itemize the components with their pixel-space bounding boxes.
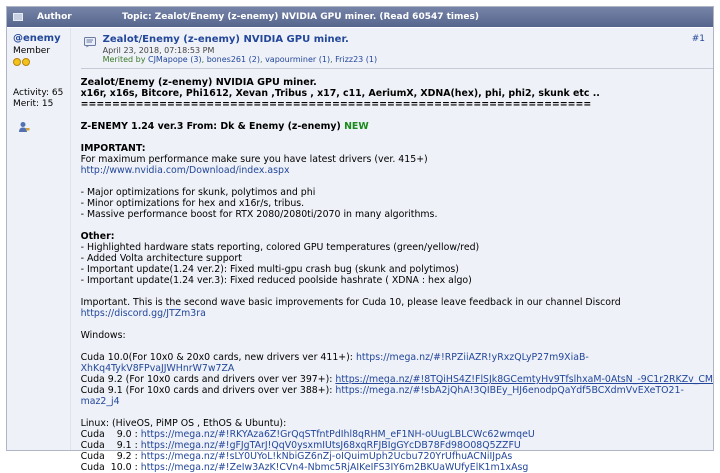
change-item: - Minor optimizations for hex and x16r/s, tribus. (80, 198, 305, 209)
content-heading: Zealot/Enemy (z-enemy) NVIDIA GPU miner. (80, 77, 317, 88)
linux-download-link[interactable]: https://mega.nz/#!sLY0UYoL!kNbiGZ6nZj-oIQuimUph2Ucbu720YrUfhuACNiIJpAs (140, 451, 513, 462)
thread-header (7, 7, 713, 27)
author-activity: Activity: 65 (13, 88, 64, 98)
linux-cuda-label: Cuda 9.0 : (80, 429, 141, 440)
discord-link[interactable]: https://discord.gg/JTZm3ra (80, 308, 206, 319)
author-name[interactable]: @enemy (13, 33, 61, 44)
linux-cuda-label: Cuda 10.0 : (80, 462, 141, 473)
rank-coins (13, 58, 64, 66)
change-item: - Major optimizations for skunk, polytimos and phi (80, 187, 316, 198)
merited-prefix: Merited by (102, 55, 148, 64)
post-date: April 23, 2018, 07:18:53 PM (102, 46, 215, 55)
linux-cuda-label: Cuda 9.1 : (80, 440, 141, 451)
other-title: Other: (80, 231, 115, 242)
merited-by: Merited by CJMapope (3), bones261 (2), vapourminer (1), Frizz23 (1) (102, 55, 378, 64)
linux-line (81, 451, 713, 462)
linux-download-link[interactable]: https://mega.nz/#!gFJgTArJ!QqV0ysxmIUtsJ68xqRFJBIgGYcDB78Fd98O08Q5ZZFU (140, 440, 521, 451)
nvidia-download-link[interactable]: http://www.nvidia.com/Download/index.aspx (80, 165, 290, 176)
profile-icon[interactable] (18, 121, 30, 133)
post-number-link[interactable]: #1 (691, 34, 705, 44)
linux-line (81, 429, 713, 440)
linux-line (81, 462, 713, 473)
author-panel (7, 28, 71, 450)
linux-cuda-label: Cuda 9.2 : (80, 451, 141, 462)
forum-frame (6, 6, 714, 473)
author-label: Author (37, 12, 72, 22)
windows-label: Windows: (80, 330, 126, 341)
merit-user-link[interactable]: Frizz23 (1) (335, 55, 378, 64)
cuda100-line (81, 352, 713, 363)
linux-download-link[interactable]: https://mega.nz/#!RKYAza6Z!GrQqSTfntPdIhl8qRHM_eF1NH-oUugLBLCWc62wmqeU (140, 429, 535, 440)
new-badge: NEW (344, 121, 369, 132)
separator-line: ================================================================= (80, 99, 592, 110)
author-merit: Merit: 15 (13, 99, 54, 109)
other-item: - Important update(1.24 ver.3): Fixed reduced poolside hashrate ( XDNA : hex algo) (80, 275, 472, 286)
topic-header: Topic: Zealot/Enemy (z-enemy) NVIDIA GPU miner. (Read 60547 times) (122, 12, 479, 22)
cuda91-line (81, 385, 713, 396)
important-text: For maximum performance make sure you have latest drivers (ver. 415+) (80, 154, 428, 165)
author-column-header (7, 12, 118, 22)
merit-user-link[interactable]: bones261 (2) (206, 55, 260, 64)
cuda100-label: Cuda 10.0(For 10x0 & 20x0 cards, new drivers ver 411+): (80, 352, 356, 363)
important-title: IMPORTANT: (80, 143, 146, 154)
cuda100-download-link-cont[interactable]: XhKq4TykV8FPvaJJWHnrW7w7ZA (80, 363, 235, 374)
coin-icon (22, 58, 30, 66)
version-line (81, 121, 713, 132)
linux-label: Linux: (HiveOS, PiMP OS , EthOS & Ubuntu): (80, 418, 287, 429)
change-item: - Massive performance boost for RTX 2080/2080ti/2070 in many algorithms. (80, 209, 438, 220)
cuda91-download-link[interactable]: https://mega.nz/#!sbA2jQhA!3QIBEy_HJ6enodpQaYdf5BCXdmVvEXeTO21- (335, 385, 684, 396)
cuda92-label: Cuda 9.2 (For 10x0 cards and drivers over ver 397+): (80, 374, 336, 385)
coin-icon (13, 58, 21, 66)
cuda91-label: Cuda 9.1 (For 10x0 cards and drivers over ver 388+): (80, 385, 336, 396)
other-item: - Highlighted hardware stats reporting, colored GPU temperatures (green/yellow/red) (80, 242, 480, 253)
post-header (81, 28, 713, 69)
post-topic-icon (84, 37, 98, 48)
post-title[interactable]: Zealot/Enemy (z-enemy) NVIDIA GPU miner. (102, 34, 349, 45)
post-body (81, 69, 713, 473)
cuda92-line (81, 374, 713, 385)
algorithm-list: x16r, x16s, Bitcore, Phi1612, Xevan ,Tribus , x17, c11, AeriumX, XDNA(hex), phi, phi2, skunk etc .. (80, 88, 600, 99)
version-text: Z-ENEMY 1.24 ver.3 From: Dk & Enemy (z-enemy) (80, 121, 345, 132)
cuda92-download-link[interactable]: https://mega.nz/#!8TQiHS4Z!FlSJk8GCemtyHv9TfslhxaM-0AtsN_-9C1r2RKZv_CM (335, 374, 713, 385)
discord-notice: Important. This is the second wave basic improvements for Cuda 10, please leave feedback in our channel Discord (80, 297, 621, 308)
linux-download-link[interactable]: https://mega.nz/#!ZeIw3AzK!CVn4-Nbmc5RjAIKeIFS3IY6m2BKUaWUfyElK1m1xAsg (140, 462, 529, 473)
thread-icon (13, 13, 23, 21)
merit-user-link[interactable]: CJMapope (3) (147, 55, 202, 64)
cuda91-download-link-cont[interactable]: maz2_j4 (80, 396, 120, 407)
other-item: - Important update(1.24 ver.2): Fixed multi-gpu crash bug (skunk and polytimos) (80, 264, 459, 275)
author-rank: Member (13, 46, 51, 56)
other-item: - Added Volta architecture support (80, 253, 242, 264)
post-main (71, 28, 713, 473)
post-row (7, 28, 713, 473)
linux-line (81, 440, 713, 451)
merit-user-link[interactable]: vapourminer (1) (265, 55, 331, 64)
cuda100-download-link[interactable]: https://mega.nz/#!RPZiiAZR!yRxzQLyP27m9XiaB- (355, 352, 589, 363)
